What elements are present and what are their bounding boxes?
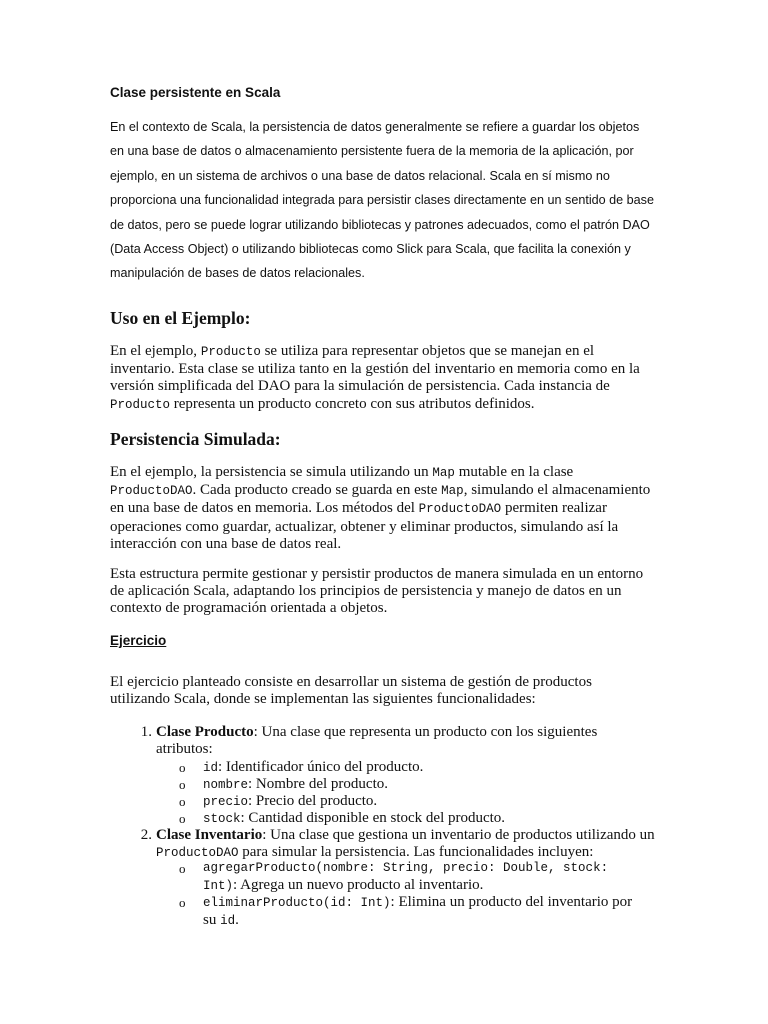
bullet-icon: o: [179, 760, 186, 775]
code-map: Map: [432, 466, 455, 480]
list-number: 1.: [140, 724, 152, 740]
bullet-icon: o: [179, 811, 186, 826]
intro-paragraph: En el contexto de Scala, la persistencia de datos generalmente se refiere a guardar los objetos en una base de datos o almacenamiento persistente fuera de la memoria de la aplicación, por ejemplo, en un sistema de archivos o una base de datos relacional. Scala en sí mismo no proporciona una funcionalidad integrada para persistir clases directamente en un sentido de base de datos, pero se puede lograr utilizando bibliotecas y patrones adecuados, como el patrón DAO (Data Access Object) o utilizando bibliotecas como Slick para Scala, que facilita la conexión y manipulación de bases de datos relacionales.: [110, 120, 654, 281]
persistencia-paragraph: En el ejemplo, la persistencia se simula utilizando un Map mutable en la clase ProductoDAO. Cada producto creado se guarda en este Map, simulando el almacenamiento en una base de datos en memoria. Los métodos del ProductoDAO permiten realizar operaciones como guardar, actualizar, obtener y eliminar productos, simulando así la interacción con una base de datos real.: [110, 464, 651, 552]
bullet-icon: o: [179, 861, 186, 876]
code-productodao: ProductoDAO: [110, 484, 193, 499]
sub-item-agregar: agregarProducto(nombre: String, precio: Double, stock: Int): Agrega un nuevo producto al inventario.: [203, 861, 609, 893]
uso-paragraph: En el ejemplo, Producto se utiliza para representar objetos que se manejan en el inventario. Esta clase se utiliza tanto en la gestión del inventario en memoria como en la versión simplificada del DAO para la simulación de persistencia. Cada instancia de Producto representa un producto concreto con sus atributos definidos.: [110, 343, 640, 412]
sub-item-nombre: nombre: Nombre del producto.: [203, 776, 388, 792]
persistencia-paragraph-2: Esta estructura permite gestionar y persistir productos de manera simulada en un entorno de aplicación Scala, adaptando los principios de persistencia y manejo de datos en un contexto de programación orientada a objetos.: [110, 566, 644, 617]
code-producto: Producto: [200, 345, 261, 359]
ejercicio-intro: El ejercicio planteado consiste en desarrollar un sistema de gestión de productos utilizando Scala, donde se implementan las siguientes funcionalidades:: [110, 674, 592, 708]
bullet-icon: o: [179, 794, 186, 809]
list-item-inventario: Clase Inventario: Una clase que gestiona un inventario de productos utilizando un ProductoDAO para simular la persistencia. Las funcionalidades incluyen:: [156, 827, 655, 860]
sub-item-precio: precio: Precio del producto.: [203, 793, 378, 809]
sub-item-stock: stock: Cantidad disponible en stock del producto.: [203, 810, 506, 826]
uso-heading: Uso en el Ejemplo:: [110, 308, 251, 328]
list-number: 2.: [140, 827, 152, 843]
persistencia-heading: Persistencia Simulada:: [110, 429, 281, 449]
bullet-icon: o: [179, 895, 186, 910]
code-producto: Producto: [110, 397, 171, 412]
sub-item-id: id: Identificador único del producto.: [203, 759, 424, 775]
code-productodao: ProductoDAO: [418, 502, 502, 517]
list-item-producto: Clase Producto: Una clase que representa un producto con los siguientes atributos:: [156, 724, 598, 757]
page-title: Clase persistente en Scala: [110, 85, 281, 100]
bullet-icon: o: [179, 777, 186, 792]
ejercicio-heading: Ejercicio: [110, 633, 167, 648]
sub-item-eliminar: eliminarProducto(id: Int): Elimina un producto del inventario por su id.: [203, 894, 633, 928]
code-map: Map: [441, 484, 464, 499]
